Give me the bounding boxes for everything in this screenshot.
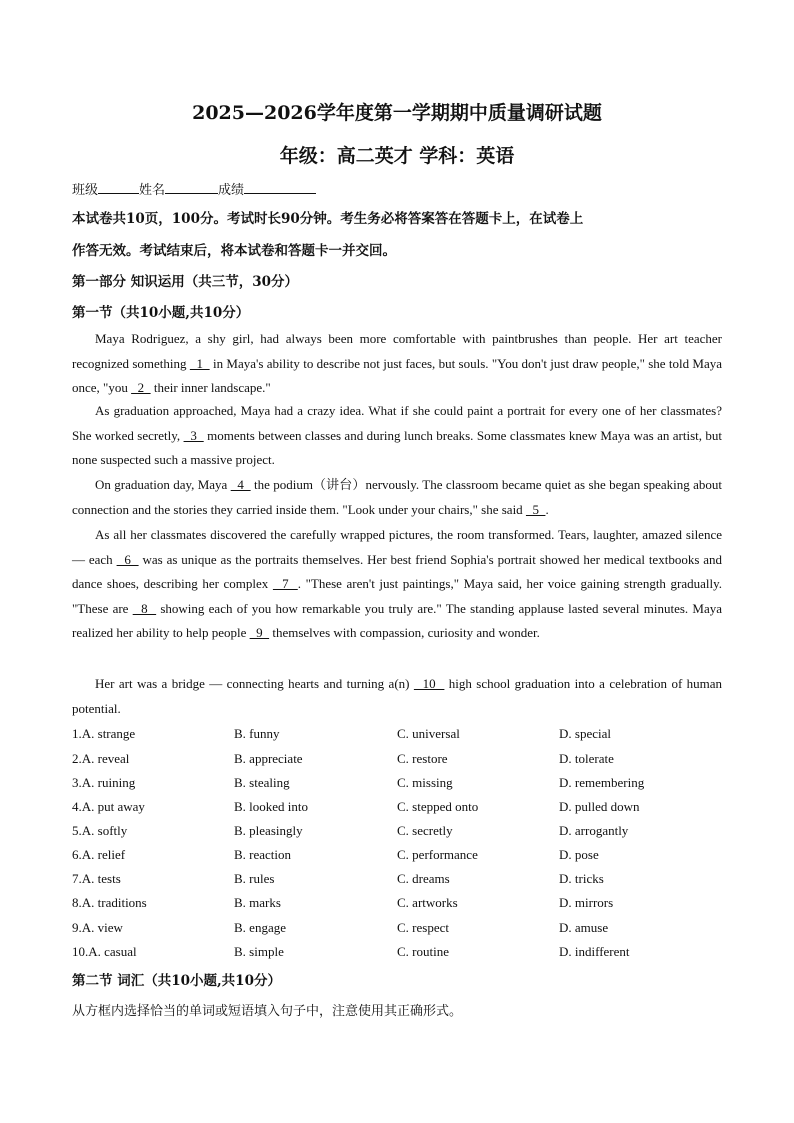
option-4d: D. pulled down [559,799,640,814]
score-label: 成绩 [218,183,245,198]
blank-1: 1 [189,355,210,371]
option-1b: B. funny [234,726,280,741]
blank-9: 9 [249,625,270,641]
option-8b: B. marks [234,895,281,910]
options-row-9 [72,920,732,940]
options-row-4 [72,799,732,819]
instructions-line-1: 本试卷共10页，100分。考试时长90分钟。考生务必将答案答在答题卡上，在试卷上 [72,211,584,227]
option-3c: C. missing [397,775,453,790]
option-7b: B. rules [234,871,275,886]
option-6a: 6.A. relief [72,847,126,862]
class-field [98,181,139,194]
option-10d: D. indifferent [559,944,630,959]
blank-4: 4 [230,477,251,492]
options-row-8 [72,895,732,915]
name-field [165,181,218,194]
options-row-5 [72,823,732,843]
exam-title: 2025—2026学年度第一学期期中质量调研试题 [192,102,602,124]
section2-instruction: 从方框内选择恰当的单词或短语填入句子中，注意使用其正确形式。 [72,1004,463,1019]
option-6d: D. pose [559,847,599,862]
student-info-line [72,179,722,198]
option-9c: C. respect [397,920,449,935]
option-7c: C. dreams [397,871,450,886]
passage-paragraph-1: Maya Rodriguez, a shy girl, had always been more comfortable with paintbrushes than people. Her art teacher recognized something 1 in Maya's ability to describe not just faces, but souls. "You don't just draw people," she told Maya once, "you 2 their inner landscape." [72,331,723,396]
option-6b: B. reaction [234,847,292,862]
option-3d: D. remembering [559,775,645,790]
options-row-3 [72,775,732,795]
options-row-2 [72,751,732,771]
option-9a: 9.A. view [72,920,123,935]
option-1c: C. universal [397,726,460,741]
section2-heading: 第二节 词汇（共10小题,共10分） [72,973,281,989]
blank-6: 6 [116,551,139,567]
option-8c: C. artworks [397,895,458,910]
blank-2: 2 [131,380,151,396]
passage-paragraph-2: As graduation approached, Maya had a crazy idea. What if she could paint a portrait for every one of her classmates? She worked secretly, 3 moments between classes and during lunch breaks. Some classmates knew Maya was an artist, but none suspected such a massive project. [72,403,723,468]
passage-paragraph-3: On graduation day, Maya 4 the podium（讲台）nervously. The classroom became quiet as she began speaking about connection and the stories they carried inside them. "Look under your chairs," she said 5 . [72,477,722,517]
option-4c: C. stepped onto [397,799,479,814]
option-8d: D. mirrors [559,895,614,910]
option-5d: D. arrogantly [559,823,629,838]
passage-paragraph-5: Her art was a bridge — connecting hearts and turning a(n) 10 high school graduation into a celebration of human potential. [72,676,723,716]
score-field [244,181,316,194]
instructions-line-2: 作答无效。考试结束后，将本试卷和答题卡一并交回。 [72,243,396,259]
option-7d: D. tricks [559,871,604,886]
option-8a: 8.A. traditions [72,895,147,910]
blank-10: 10 [413,676,445,691]
options-row-7 [72,871,732,891]
class-label: 班级 [72,183,99,198]
options-row-6 [72,847,732,867]
option-3a: 3.A. ruining [72,775,136,790]
option-2a: 2.A. reveal [72,751,130,766]
option-2d: D. tolerate [559,751,614,766]
option-4a: 4.A. put away [72,799,145,814]
name-label: 姓名 [139,183,166,198]
part1-heading: 第一部分 知识运用（共三节，30分） [72,274,298,290]
option-4b: B. looked into [234,799,309,814]
option-9b: B. engage [234,920,286,935]
option-10c: C. routine [397,944,449,959]
option-5a: 5.A. softly [72,823,128,838]
options-row-10 [72,944,732,964]
blank-7: 7 [272,576,298,592]
option-5b: B. pleasingly [234,823,303,838]
blank-5: 5 [525,501,546,517]
option-5c: C. secretly [397,823,453,838]
blank-3: 3 [183,427,204,443]
option-1a: 1.A. strange [72,726,136,741]
option-2c: C. restore [397,751,448,766]
option-2b: B. appreciate [234,751,303,766]
blank-8: 8 [132,600,157,616]
option-7a: 7.A. tests [72,871,121,886]
option-10b: B. simple [234,944,284,959]
option-1d: D. special [559,726,611,741]
option-6c: C. performance [397,847,478,862]
options-row-1 [72,726,732,746]
option-9d: D. amuse [559,920,609,935]
passage-paragraph-4: As all her classmates discovered the carefully wrapped pictures, the room transformed. Tears, laughter, amazed silence — each 6 was as unique as the portraits themselves. Her best friend Sophia's portrait showed her medical textbooks and dance shoes, describing her complex 7 . "These aren't just paintings," Maya said, her voice gaining strength gradually. "These are 8 showing each of you how remarkable you truly are." The standing applause lasted several minutes. Maya realized her ability to help people 9 themselves with compassion, curiosity and wonder. [72,527,723,641]
exam-subtitle: 年级：高二英才 学科：英语 [279,145,515,167]
section1-heading: 第一节（共10小题,共10分） [72,305,250,321]
option-10a: 10.A. casual [72,944,137,959]
option-3b: B. stealing [234,775,290,790]
